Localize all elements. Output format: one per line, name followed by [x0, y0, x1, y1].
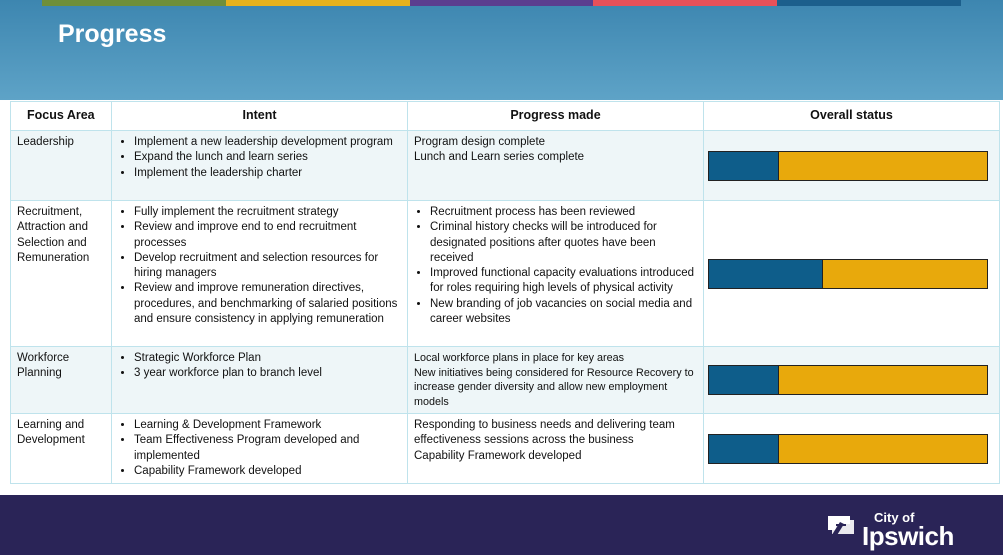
- progress-line: Local workforce plans in place for key areas: [414, 352, 625, 364]
- progress-cell: [408, 131, 704, 201]
- city-of-ipswich-logo: [826, 508, 966, 550]
- table-row: [11, 347, 1000, 414]
- intent-item: • Team Effectiveness Program developed and implemented: [134, 433, 401, 464]
- intent-list: [118, 205, 401, 327]
- overall-status-cell: [704, 347, 1000, 414]
- color-stripes: [42, 0, 961, 6]
- stripe: [410, 0, 594, 6]
- progress-item: • Criminal history checks will be introduced for designated positions after quotes have been received: [430, 220, 697, 266]
- intent-item: • Capability Framework developed: [134, 464, 401, 479]
- intent-item: • Expand the lunch and learn series: [134, 150, 401, 165]
- intent-list: [118, 135, 401, 181]
- progress-line: Responding to business needs and delivering team effectiveness sessions across the business: [414, 419, 675, 447]
- focus-area-cell: Learning and Development: [11, 414, 112, 484]
- progress-line: Capability Framework developed: [414, 449, 582, 462]
- overall-status-cell: [704, 414, 1000, 484]
- intent-item: • Learning & Development Framework: [134, 418, 401, 433]
- intent-item: • Review and improve remuneration directives, procedures, and benchmarking of salaried positions and ensure consistency in applying remuneration: [134, 281, 401, 327]
- progress-item: • Improved functional capacity evaluations introduced for roles requiring high levels of physical activity: [430, 266, 697, 297]
- status-bar-complete: [709, 435, 779, 463]
- intent-item: • Strategic Workforce Plan: [134, 351, 401, 366]
- table-row: [11, 201, 1000, 347]
- progress-item: • New branding of job vacancies on social media and career websites: [430, 297, 697, 328]
- intent-cell: [112, 131, 408, 201]
- status-bar-remaining: [779, 366, 988, 394]
- focus-area-cell: Recruitment, Attraction and Selection and Remuneration: [11, 201, 112, 347]
- intent-cell: [112, 347, 408, 414]
- header-progress-made: Progress made: [408, 102, 704, 131]
- status-bar-complete: [709, 152, 779, 180]
- page-title: Progress: [58, 20, 167, 48]
- status-bar: [708, 365, 988, 395]
- progress-cell: [408, 201, 704, 347]
- table-row: [11, 414, 1000, 484]
- intent-item: • Develop recruitment and selection resources for hiring managers: [134, 251, 401, 282]
- header-intent: Intent: [112, 102, 408, 131]
- status-bar: [708, 151, 988, 181]
- progress-line: New initiatives being considered for Resource Recovery to increase gender diversity and allow new employment models: [414, 366, 694, 408]
- intent-item: • Fully implement the recruitment strategy: [134, 205, 401, 220]
- stripe: [777, 0, 961, 6]
- logo-text-small: City of: [874, 510, 915, 525]
- progress-line: Program design complete: [414, 136, 546, 148]
- table-row: [11, 131, 1000, 201]
- progress-table: [10, 101, 1000, 484]
- status-bar-remaining: [779, 435, 988, 463]
- table-header-row: [11, 102, 1000, 131]
- header-focus-area: Focus Area: [11, 102, 112, 131]
- stripe: [593, 0, 777, 6]
- progress-line: Lunch and Learn series complete: [414, 151, 585, 164]
- intent-item: • Review and improve end to end recruitment processes: [134, 220, 401, 251]
- progress-cell: [408, 414, 704, 484]
- intent-cell: [112, 414, 408, 484]
- status-bar-remaining: [779, 152, 988, 180]
- progress-list: [414, 205, 697, 327]
- stripe: [42, 0, 226, 6]
- logo-text-big: Ipswich: [862, 521, 954, 551]
- intent-item: • Implement the leadership charter: [134, 166, 401, 181]
- intent-list: [118, 351, 401, 382]
- overall-status-cell: [704, 131, 1000, 201]
- intent-cell: [112, 201, 408, 347]
- stripe: [226, 0, 410, 6]
- header-band: [0, 0, 1003, 100]
- status-bar-complete: [709, 260, 823, 288]
- intent-list: [118, 418, 401, 479]
- focus-area-cell: Workforce Planning: [11, 347, 112, 414]
- intent-item: • 3 year workforce plan to branch level: [134, 366, 401, 381]
- status-bar-remaining: [823, 260, 987, 288]
- ipswich-logo-mark-icon: [826, 512, 856, 542]
- status-bar-complete: [709, 366, 779, 394]
- progress-item: • Recruitment process has been reviewed: [430, 205, 697, 220]
- status-bar: [708, 434, 988, 464]
- progress-cell: [408, 347, 704, 414]
- overall-status-cell: [704, 201, 1000, 347]
- header-overall-status: Overall status: [704, 102, 1000, 131]
- focus-area-cell: Leadership: [11, 131, 112, 201]
- status-bar: [708, 259, 988, 289]
- intent-item: • Implement a new leadership development program: [134, 135, 401, 150]
